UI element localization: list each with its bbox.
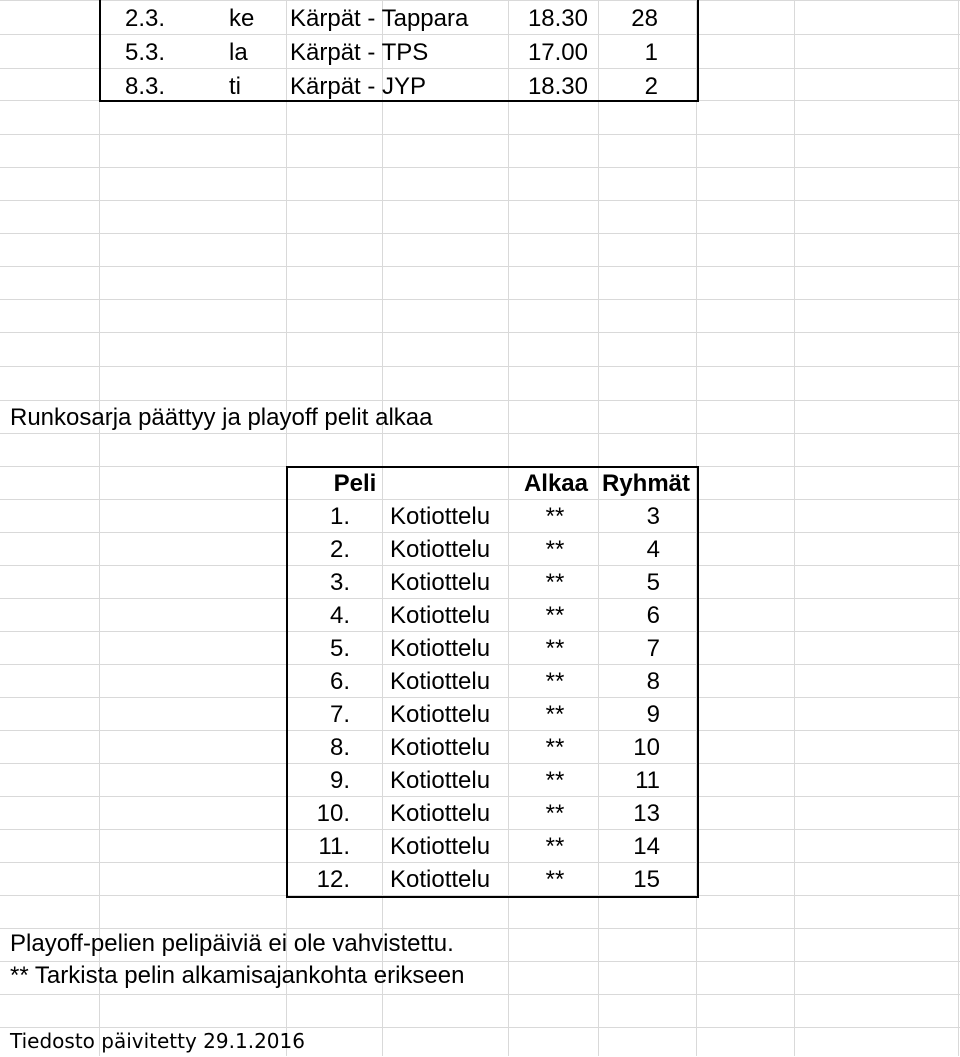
- playoff-name-cell: Kotiottelu: [390, 833, 491, 860]
- schedule-date-cell: 5.3.: [125, 39, 166, 66]
- grid-row-line: [0, 233, 960, 234]
- playoff-group-cell: 4: [646, 536, 660, 563]
- playoff-name-cell: Kotiottelu: [390, 569, 491, 596]
- schedule-day-cell: la: [229, 39, 248, 66]
- header-starts: Alkaa: [523, 470, 588, 497]
- playoff-num-cell: 12.: [316, 866, 350, 893]
- playoff-num-cell: 6.: [329, 668, 350, 695]
- playoff-group-cell: 6: [646, 602, 660, 629]
- grid-row-line: [0, 299, 960, 300]
- playoff-starts-cell: **: [545, 668, 565, 695]
- playoff-num-cell: 10.: [316, 800, 350, 827]
- playoff-starts-cell: **: [545, 503, 565, 530]
- playoff-num-cell: 5.: [329, 635, 350, 662]
- grid-column-line: [958, 0, 959, 1056]
- playoff-starts-cell: **: [545, 569, 565, 596]
- schedule-date-cell: 8.3.: [125, 73, 166, 100]
- playoff-name-cell: Kotiottelu: [390, 800, 491, 827]
- note-line-1: Playoff-pelien pelipäiviä ei ole vahvistettu.: [10, 930, 454, 957]
- playoff-starts-cell: **: [545, 602, 565, 629]
- playoff-num-cell: 11.: [318, 833, 350, 860]
- playoff-group-cell: 13: [633, 800, 660, 827]
- playoff-starts-cell: **: [545, 800, 565, 827]
- note-line-2: ** Tarkista pelin alkamisajankohta erikseen: [10, 962, 465, 989]
- playoff-name-cell: Kotiottelu: [390, 767, 491, 794]
- grid-row-line: [0, 400, 960, 401]
- playoff-num-cell: 8.: [329, 734, 350, 761]
- playoff-starts-cell: **: [545, 536, 565, 563]
- schedule-match-cell: Kärpät - JYP: [290, 73, 427, 100]
- schedule-time-cell: 17.00: [527, 39, 588, 66]
- playoff-num-cell: 3.: [329, 569, 350, 596]
- playoff-starts-cell: **: [545, 734, 565, 761]
- playoff-group-cell: 15: [633, 866, 660, 893]
- schedule-date-cell: 2.3.: [125, 5, 166, 32]
- playoff-starts-cell: **: [545, 833, 565, 860]
- playoff-name-cell: Kotiottelu: [390, 602, 491, 629]
- grid-row-line: [0, 994, 960, 995]
- playoff-name-cell: Kotiottelu: [390, 635, 491, 662]
- section-title: Runkosarja päättyy ja playoff pelit alkaa: [10, 404, 433, 431]
- playoff-starts-cell: **: [545, 767, 565, 794]
- schedule-day-cell: ke: [229, 5, 255, 32]
- playoff-name-cell: Kotiottelu: [390, 503, 491, 530]
- playoff-starts-cell: **: [545, 701, 565, 728]
- grid-row-line: [0, 332, 960, 333]
- schedule-match-cell: Kärpät - Tappara: [290, 5, 469, 32]
- header-game: Peli: [333, 470, 377, 497]
- playoff-group-cell: 8: [646, 668, 660, 695]
- playoff-group-cell: 11: [635, 767, 660, 794]
- playoff-name-cell: Kotiottelu: [390, 668, 491, 695]
- grid-column-line: [794, 0, 795, 1056]
- playoff-starts-cell: **: [545, 866, 565, 893]
- schedule-group-cell: 2: [644, 73, 658, 100]
- playoff-group-cell: 7: [646, 635, 660, 662]
- playoff-num-cell: 9.: [329, 767, 350, 794]
- playoff-group-cell: 9: [646, 701, 660, 728]
- playoff-num-cell: 1.: [329, 503, 350, 530]
- playoff-group-cell: 3: [646, 503, 660, 530]
- playoff-group-cell: 5: [646, 569, 660, 596]
- header-groups: Ryhmät: [602, 470, 691, 497]
- playoff-group-cell: 10: [633, 734, 660, 761]
- footer-updated: Tiedosto päivitetty 29.1.2016: [10, 1029, 305, 1053]
- schedule-match-cell: Kärpät - TPS: [290, 39, 429, 66]
- grid-row-line: [0, 167, 960, 168]
- playoff-num-cell: 2.: [329, 536, 350, 563]
- grid-column-line: [99, 0, 100, 1056]
- grid-row-line: [0, 266, 960, 267]
- playoff-name-cell: Kotiottelu: [390, 701, 491, 728]
- schedule-time-cell: 18.30: [527, 73, 588, 100]
- playoff-name-cell: Kotiottelu: [390, 866, 491, 893]
- grid-row-line: [0, 134, 960, 135]
- playoff-num-cell: 4.: [329, 602, 350, 629]
- playoff-starts-cell: **: [545, 635, 565, 662]
- schedule-group-cell: 28: [631, 5, 658, 32]
- schedule-day-cell: ti: [229, 73, 241, 100]
- playoff-num-cell: 7.: [329, 701, 350, 728]
- grid-row-line: [0, 200, 960, 201]
- playoff-group-cell: 14: [633, 833, 660, 860]
- schedule-group-cell: 1: [644, 39, 658, 66]
- playoff-name-cell: Kotiottelu: [390, 536, 491, 563]
- grid-row-line: [0, 366, 960, 367]
- schedule-time-cell: 18.30: [527, 5, 588, 32]
- playoff-name-cell: Kotiottelu: [390, 734, 491, 761]
